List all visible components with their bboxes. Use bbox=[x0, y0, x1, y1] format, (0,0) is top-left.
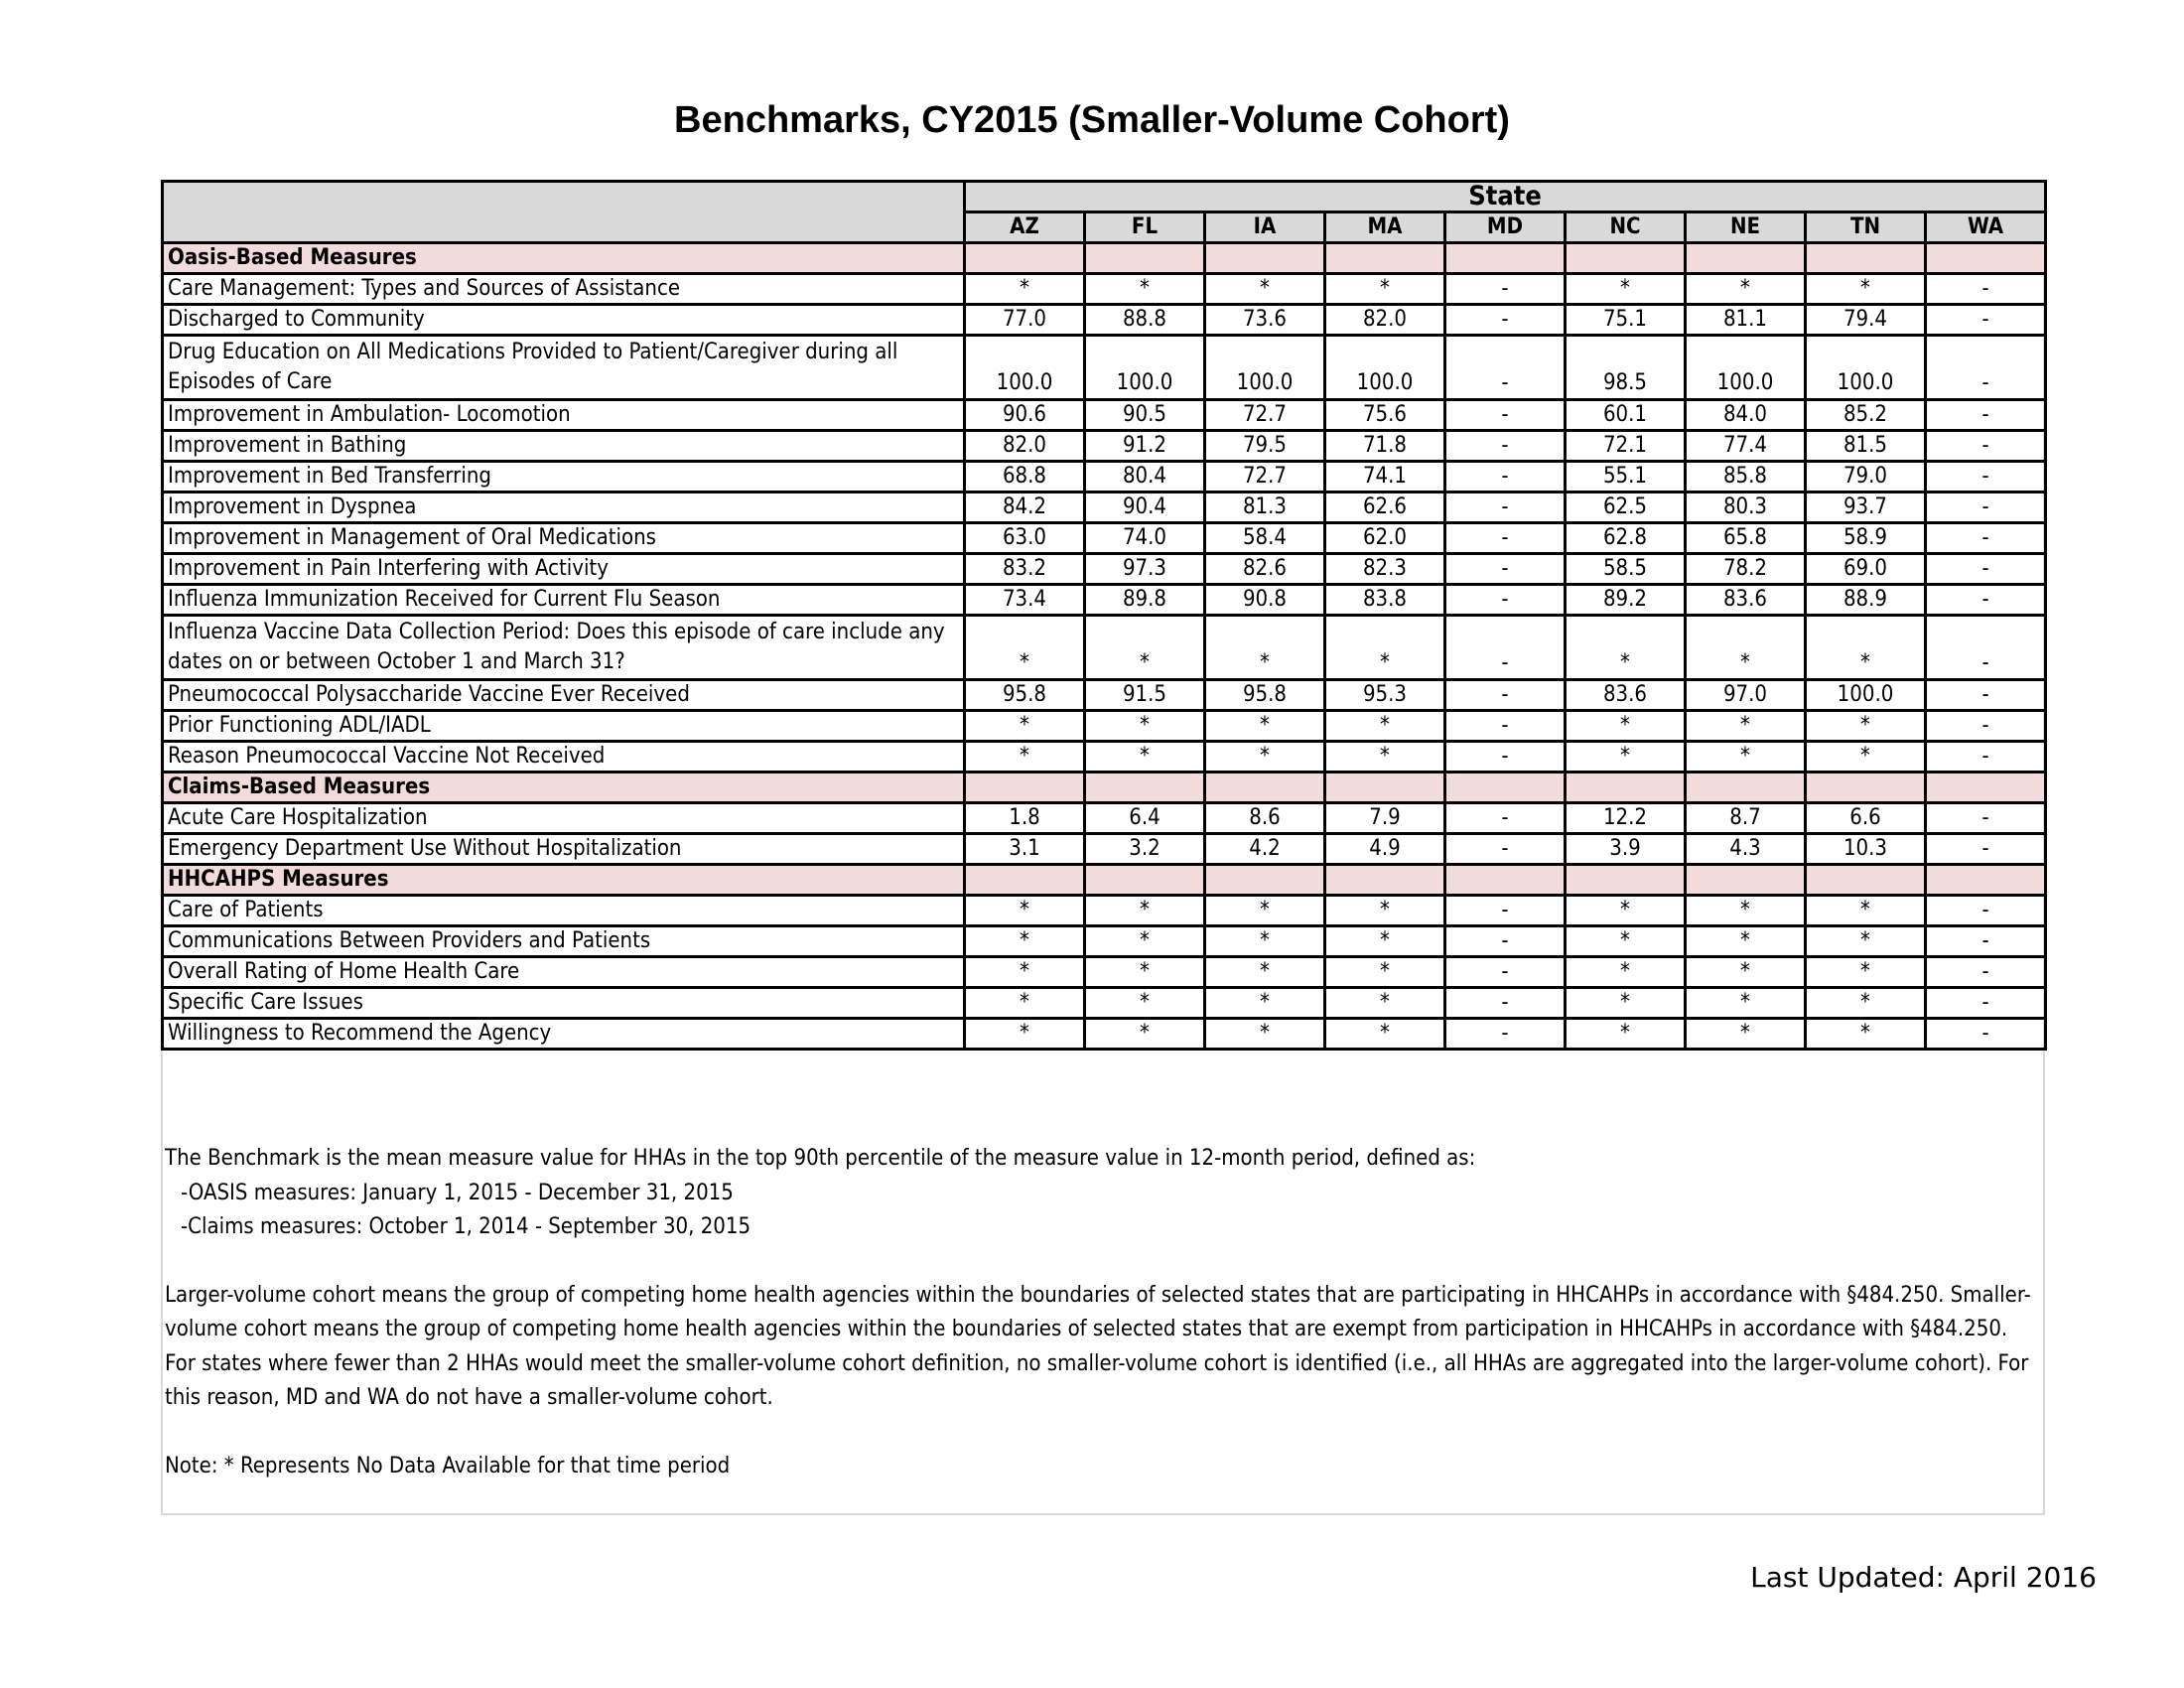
value-cell-ne: 81.1 bbox=[1686, 305, 1806, 336]
section-empty-cell bbox=[1325, 865, 1445, 896]
state-header-ne: NE bbox=[1686, 212, 1806, 243]
value-cell-ma: 71.8 bbox=[1325, 431, 1445, 462]
value-cell-wa: - bbox=[1926, 803, 2046, 834]
value-cell-wa: - bbox=[1926, 305, 2046, 336]
value-cell-ne: * bbox=[1686, 742, 1806, 773]
value-cell-ma: * bbox=[1325, 1019, 1445, 1050]
state-header-ma: MA bbox=[1325, 212, 1445, 243]
value-cell-ia: * bbox=[1205, 926, 1325, 957]
value-cell-ma: 83.8 bbox=[1325, 585, 1445, 616]
claims-period: -Claims measures: October 1, 2014 - September 30, 2015 bbox=[181, 1214, 751, 1239]
value-cell-md: - bbox=[1445, 554, 1566, 585]
value-cell-ma: 7.9 bbox=[1325, 803, 1445, 834]
value-cell-wa: - bbox=[1926, 988, 2046, 1019]
value-cell-az: * bbox=[965, 988, 1085, 1019]
value-cell-fl: 90.4 bbox=[1085, 492, 1205, 523]
table-row bbox=[163, 616, 2046, 680]
value-cell-tn: 58.9 bbox=[1806, 523, 1926, 554]
value-cell-md: - bbox=[1445, 616, 1566, 680]
value-cell-ne: * bbox=[1686, 896, 1806, 926]
value-cell-ne: 78.2 bbox=[1686, 554, 1806, 585]
value-cell-tn: * bbox=[1806, 926, 1926, 957]
table-row bbox=[163, 585, 2046, 616]
value-cell-md: - bbox=[1445, 585, 1566, 616]
value-cell-tn: * bbox=[1806, 742, 1926, 773]
value-cell-ia: 82.6 bbox=[1205, 554, 1325, 585]
value-cell-wa: - bbox=[1926, 926, 2046, 957]
value-cell-md: - bbox=[1445, 305, 1566, 336]
value-cell-nc: 62.8 bbox=[1566, 523, 1686, 554]
value-cell-ma: 75.6 bbox=[1325, 400, 1445, 431]
value-cell-nc: * bbox=[1566, 1019, 1686, 1050]
value-cell-ia: * bbox=[1205, 274, 1325, 305]
value-cell-fl: * bbox=[1085, 274, 1205, 305]
table-row bbox=[163, 492, 2046, 523]
table-row bbox=[163, 834, 2046, 865]
value-cell-az: 90.6 bbox=[965, 400, 1085, 431]
value-cell-ne: * bbox=[1686, 1019, 1806, 1050]
section-empty-cell bbox=[1445, 243, 1566, 274]
value-cell-ia: 81.3 bbox=[1205, 492, 1325, 523]
value-cell-az: 84.2 bbox=[965, 492, 1085, 523]
value-cell-md: - bbox=[1445, 523, 1566, 554]
value-cell-md: - bbox=[1445, 988, 1566, 1019]
section-empty-cell bbox=[1085, 773, 1205, 803]
value-cell-ma: 4.9 bbox=[1325, 834, 1445, 865]
value-cell-ma: * bbox=[1325, 957, 1445, 988]
value-cell-fl: 100.0 bbox=[1085, 336, 1205, 400]
value-cell-ne: 77.4 bbox=[1686, 431, 1806, 462]
value-cell-ne: 65.8 bbox=[1686, 523, 1806, 554]
measure-name: Influenza Immunization Received for Current Flu Season bbox=[163, 585, 965, 616]
value-cell-ma: * bbox=[1325, 616, 1445, 680]
section-empty-cell bbox=[1566, 773, 1686, 803]
value-cell-md: - bbox=[1445, 742, 1566, 773]
value-cell-az: * bbox=[965, 896, 1085, 926]
table-row bbox=[163, 803, 2046, 834]
value-cell-az: * bbox=[965, 957, 1085, 988]
value-cell-az: 95.8 bbox=[965, 680, 1085, 711]
value-cell-az: 77.0 bbox=[965, 305, 1085, 336]
value-cell-tn: * bbox=[1806, 988, 1926, 1019]
value-cell-tn: * bbox=[1806, 896, 1926, 926]
value-cell-wa: - bbox=[1926, 274, 2046, 305]
value-cell-ia: 90.8 bbox=[1205, 585, 1325, 616]
measure-name: Drug Education on All Medications Provided to Patient/Caregiver during all Episodes of Care bbox=[163, 336, 965, 400]
value-cell-az: 82.0 bbox=[965, 431, 1085, 462]
table-row bbox=[163, 274, 2046, 305]
measure-name: Care Management: Types and Sources of Assistance bbox=[163, 274, 965, 305]
value-cell-nc: * bbox=[1566, 711, 1686, 742]
value-cell-nc: 98.5 bbox=[1566, 336, 1686, 400]
value-cell-ne: 85.8 bbox=[1686, 462, 1806, 492]
value-cell-wa: - bbox=[1926, 834, 2046, 865]
section-empty-cell bbox=[1325, 243, 1445, 274]
value-cell-ma: * bbox=[1325, 711, 1445, 742]
measure-name: Improvement in Management of Oral Medications bbox=[163, 523, 965, 554]
value-cell-az: * bbox=[965, 1019, 1085, 1050]
state-header-fl: FL bbox=[1085, 212, 1205, 243]
state-header-nc: NC bbox=[1566, 212, 1686, 243]
value-cell-fl: 91.2 bbox=[1085, 431, 1205, 462]
value-cell-ia: 79.5 bbox=[1205, 431, 1325, 462]
value-cell-ia: * bbox=[1205, 742, 1325, 773]
value-cell-nc: * bbox=[1566, 274, 1686, 305]
table-row bbox=[163, 711, 2046, 742]
measure-name: Improvement in Bed Transferring bbox=[163, 462, 965, 492]
value-cell-tn: 93.7 bbox=[1806, 492, 1926, 523]
value-cell-az: * bbox=[965, 274, 1085, 305]
measure-name: Emergency Department Use Without Hospitalization bbox=[163, 834, 965, 865]
value-cell-ne: 97.0 bbox=[1686, 680, 1806, 711]
measure-name: Improvement in Bathing bbox=[163, 431, 965, 462]
value-cell-tn: * bbox=[1806, 616, 1926, 680]
section-empty-cell bbox=[1085, 865, 1205, 896]
value-cell-az: 1.8 bbox=[965, 803, 1085, 834]
measure-name: Reason Pneumococcal Vaccine Not Received bbox=[163, 742, 965, 773]
value-cell-tn: 100.0 bbox=[1806, 336, 1926, 400]
value-cell-tn: 100.0 bbox=[1806, 680, 1926, 711]
value-cell-fl: * bbox=[1085, 988, 1205, 1019]
measure-name: Acute Care Hospitalization bbox=[163, 803, 965, 834]
value-cell-nc: 3.9 bbox=[1566, 834, 1686, 865]
value-cell-fl: * bbox=[1085, 896, 1205, 926]
value-cell-az: 68.8 bbox=[965, 462, 1085, 492]
measure-name: Communications Between Providers and Patients bbox=[163, 926, 965, 957]
value-cell-tn: * bbox=[1806, 274, 1926, 305]
value-cell-az: 3.1 bbox=[965, 834, 1085, 865]
value-cell-tn: 81.5 bbox=[1806, 431, 1926, 462]
section-empty-cell bbox=[1926, 865, 2046, 896]
value-cell-md: - bbox=[1445, 336, 1566, 400]
section-empty-cell bbox=[1926, 243, 2046, 274]
value-cell-ia: * bbox=[1205, 1019, 1325, 1050]
value-cell-nc: * bbox=[1566, 926, 1686, 957]
state-header-tn: TN bbox=[1806, 212, 1926, 243]
state-header-ia: IA bbox=[1205, 212, 1325, 243]
value-cell-md: - bbox=[1445, 711, 1566, 742]
measure-name: Specific Care Issues bbox=[163, 988, 965, 1019]
benchmarks-table bbox=[161, 180, 2047, 1051]
value-cell-fl: * bbox=[1085, 957, 1205, 988]
section-empty-cell bbox=[1445, 865, 1566, 896]
measure-name: Improvement in Pain Interfering with Activity bbox=[163, 554, 965, 585]
value-cell-fl: 3.2 bbox=[1085, 834, 1205, 865]
section-empty-cell bbox=[1806, 865, 1926, 896]
section-empty-cell bbox=[1085, 243, 1205, 274]
value-cell-ia: * bbox=[1205, 957, 1325, 988]
value-cell-ma: 95.3 bbox=[1325, 680, 1445, 711]
value-cell-wa: - bbox=[1926, 554, 2046, 585]
value-cell-ia: 8.6 bbox=[1205, 803, 1325, 834]
measure-name: Influenza Vaccine Data Collection Period: Does this episode of care include any dates on or between October 1 and March 31? bbox=[163, 616, 965, 680]
value-cell-tn: 88.9 bbox=[1806, 585, 1926, 616]
value-cell-nc: 89.2 bbox=[1566, 585, 1686, 616]
value-cell-az: 100.0 bbox=[965, 336, 1085, 400]
table-row bbox=[163, 554, 2046, 585]
value-cell-wa: - bbox=[1926, 400, 2046, 431]
value-cell-ia: * bbox=[1205, 988, 1325, 1019]
value-cell-tn: * bbox=[1806, 957, 1926, 988]
value-cell-ne: 8.7 bbox=[1686, 803, 1806, 834]
value-cell-fl: * bbox=[1085, 1019, 1205, 1050]
value-cell-ma: * bbox=[1325, 926, 1445, 957]
value-cell-md: - bbox=[1445, 1019, 1566, 1050]
value-cell-wa: - bbox=[1926, 896, 2046, 926]
value-cell-fl: 97.3 bbox=[1085, 554, 1205, 585]
value-cell-ia: 95.8 bbox=[1205, 680, 1325, 711]
value-cell-fl: * bbox=[1085, 711, 1205, 742]
measure-name: Prior Functioning ADL/IADL bbox=[163, 711, 965, 742]
value-cell-nc: 60.1 bbox=[1566, 400, 1686, 431]
footer-notes bbox=[165, 1142, 2031, 1483]
value-cell-wa: - bbox=[1926, 957, 2046, 988]
value-cell-nc: 83.6 bbox=[1566, 680, 1686, 711]
value-cell-ia: 72.7 bbox=[1205, 462, 1325, 492]
value-cell-nc: 72.1 bbox=[1566, 431, 1686, 462]
no-data-note: Note: * Represents No Data Available for that time period bbox=[165, 1453, 731, 1478]
value-cell-wa: - bbox=[1926, 616, 2046, 680]
value-cell-ne: * bbox=[1686, 988, 1806, 1019]
value-cell-ne: * bbox=[1686, 616, 1806, 680]
value-cell-wa: - bbox=[1926, 336, 2046, 400]
value-cell-fl: * bbox=[1085, 616, 1205, 680]
table-row bbox=[163, 336, 2046, 400]
benchmark-definition: The Benchmark is the mean measure value for HHAs in the top 90th percentile of the measure value in 12-month period, defined as: bbox=[165, 1146, 1476, 1171]
value-cell-ne: 84.0 bbox=[1686, 400, 1806, 431]
value-cell-ia: * bbox=[1205, 711, 1325, 742]
section-empty-cell bbox=[1686, 865, 1806, 896]
section-title: Oasis-Based Measures bbox=[163, 243, 965, 274]
value-cell-md: - bbox=[1445, 462, 1566, 492]
value-cell-nc: * bbox=[1566, 616, 1686, 680]
section-header-row bbox=[163, 865, 2046, 896]
table-row bbox=[163, 988, 2046, 1019]
value-cell-nc: 75.1 bbox=[1566, 305, 1686, 336]
section-header-row bbox=[163, 773, 2046, 803]
state-header-az: AZ bbox=[965, 212, 1085, 243]
value-cell-ma: * bbox=[1325, 274, 1445, 305]
table-row bbox=[163, 680, 2046, 711]
table-row bbox=[163, 926, 2046, 957]
value-cell-tn: 79.4 bbox=[1806, 305, 1926, 336]
value-cell-ne: 100.0 bbox=[1686, 336, 1806, 400]
value-cell-ne: * bbox=[1686, 274, 1806, 305]
value-cell-az: 83.2 bbox=[965, 554, 1085, 585]
value-cell-ne: 80.3 bbox=[1686, 492, 1806, 523]
last-updated: Last Updated: April 2016 bbox=[1750, 1561, 2097, 1594]
value-cell-ne: 4.3 bbox=[1686, 834, 1806, 865]
value-cell-md: - bbox=[1445, 896, 1566, 926]
value-cell-ia: * bbox=[1205, 616, 1325, 680]
value-cell-nc: 58.5 bbox=[1566, 554, 1686, 585]
value-cell-tn: * bbox=[1806, 711, 1926, 742]
measure-name: Pneumococcal Polysaccharide Vaccine Ever Received bbox=[163, 680, 965, 711]
value-cell-ia: 58.4 bbox=[1205, 523, 1325, 554]
table-row bbox=[163, 896, 2046, 926]
value-cell-ma: 74.1 bbox=[1325, 462, 1445, 492]
section-empty-cell bbox=[965, 243, 1085, 274]
value-cell-ne: * bbox=[1686, 926, 1806, 957]
value-cell-ia: * bbox=[1205, 896, 1325, 926]
value-cell-md: - bbox=[1445, 834, 1566, 865]
value-cell-ia: 73.6 bbox=[1205, 305, 1325, 336]
value-cell-md: - bbox=[1445, 680, 1566, 711]
section-empty-cell bbox=[1445, 773, 1566, 803]
value-cell-fl: 88.8 bbox=[1085, 305, 1205, 336]
value-cell-ia: 72.7 bbox=[1205, 400, 1325, 431]
value-cell-md: - bbox=[1445, 926, 1566, 957]
section-empty-cell bbox=[1806, 243, 1926, 274]
section-title: Claims-Based Measures bbox=[163, 773, 965, 803]
section-empty-cell bbox=[1686, 773, 1806, 803]
value-cell-nc: * bbox=[1566, 957, 1686, 988]
section-empty-cell bbox=[1205, 865, 1325, 896]
section-empty-cell bbox=[1806, 773, 1926, 803]
value-cell-ma: 100.0 bbox=[1325, 336, 1445, 400]
table-row bbox=[163, 305, 2046, 336]
value-cell-tn: 6.6 bbox=[1806, 803, 1926, 834]
section-title: HHCAHPS Measures bbox=[163, 865, 965, 896]
value-cell-fl: 91.5 bbox=[1085, 680, 1205, 711]
measure-name: Care of Patients bbox=[163, 896, 965, 926]
value-cell-az: * bbox=[965, 926, 1085, 957]
value-cell-tn: 69.0 bbox=[1806, 554, 1926, 585]
value-cell-wa: - bbox=[1926, 492, 2046, 523]
table-row bbox=[163, 957, 2046, 988]
value-cell-md: - bbox=[1445, 803, 1566, 834]
value-cell-az: * bbox=[965, 742, 1085, 773]
section-empty-cell bbox=[1926, 773, 2046, 803]
section-empty-cell bbox=[1325, 773, 1445, 803]
value-cell-ne: * bbox=[1686, 711, 1806, 742]
section-empty-cell bbox=[1566, 243, 1686, 274]
state-group-header: State bbox=[965, 182, 2046, 212]
section-empty-cell bbox=[965, 773, 1085, 803]
table-row bbox=[163, 1019, 2046, 1050]
value-cell-az: * bbox=[965, 711, 1085, 742]
value-cell-nc: * bbox=[1566, 896, 1686, 926]
table-row bbox=[163, 742, 2046, 773]
value-cell-ma: 62.0 bbox=[1325, 523, 1445, 554]
measure-name: Overall Rating of Home Health Care bbox=[163, 957, 965, 988]
value-cell-fl: * bbox=[1085, 742, 1205, 773]
measure-name: Improvement in Dyspnea bbox=[163, 492, 965, 523]
value-cell-ma: 82.0 bbox=[1325, 305, 1445, 336]
value-cell-md: - bbox=[1445, 492, 1566, 523]
value-cell-md: - bbox=[1445, 274, 1566, 305]
measure-name: Improvement in Ambulation- Locomotion bbox=[163, 400, 965, 431]
value-cell-tn: * bbox=[1806, 1019, 1926, 1050]
value-cell-fl: 6.4 bbox=[1085, 803, 1205, 834]
oasis-period: -OASIS measures: January 1, 2015 - December 31, 2015 bbox=[181, 1180, 734, 1205]
value-cell-tn: 79.0 bbox=[1806, 462, 1926, 492]
value-cell-wa: - bbox=[1926, 742, 2046, 773]
value-cell-ne: * bbox=[1686, 957, 1806, 988]
value-cell-md: - bbox=[1445, 431, 1566, 462]
value-cell-ne: 83.6 bbox=[1686, 585, 1806, 616]
value-cell-md: - bbox=[1445, 400, 1566, 431]
section-empty-cell bbox=[1205, 243, 1325, 274]
value-cell-fl: 90.5 bbox=[1085, 400, 1205, 431]
value-cell-nc: 62.5 bbox=[1566, 492, 1686, 523]
value-cell-nc: 12.2 bbox=[1566, 803, 1686, 834]
value-cell-fl: * bbox=[1085, 926, 1205, 957]
value-cell-md: - bbox=[1445, 957, 1566, 988]
section-header-row bbox=[163, 243, 2046, 274]
section-empty-cell bbox=[1686, 243, 1806, 274]
corner-header bbox=[163, 182, 965, 243]
table-row bbox=[163, 400, 2046, 431]
value-cell-wa: - bbox=[1926, 1019, 2046, 1050]
value-cell-fl: 80.4 bbox=[1085, 462, 1205, 492]
value-cell-wa: - bbox=[1926, 711, 2046, 742]
section-empty-cell bbox=[1205, 773, 1325, 803]
table-row bbox=[163, 462, 2046, 492]
value-cell-wa: - bbox=[1926, 680, 2046, 711]
value-cell-fl: 74.0 bbox=[1085, 523, 1205, 554]
value-cell-nc: * bbox=[1566, 742, 1686, 773]
value-cell-ma: 82.3 bbox=[1325, 554, 1445, 585]
value-cell-tn: 10.3 bbox=[1806, 834, 1926, 865]
value-cell-az: 63.0 bbox=[965, 523, 1085, 554]
measure-name: Willingness to Recommend the Agency bbox=[163, 1019, 965, 1050]
value-cell-az: * bbox=[965, 616, 1085, 680]
section-empty-cell bbox=[965, 865, 1085, 896]
value-cell-az: 73.4 bbox=[965, 585, 1085, 616]
value-cell-ma: 62.6 bbox=[1325, 492, 1445, 523]
cohort-definition: Larger-volume cohort means the group of competing home health agencies within the boundaries of selected states that are participating in HHCAHPs in accordance with §484.250. Smaller-volume cohort means the group of competing home health agencies within the boundaries of selected states that are exempt from participation in HHCAHPs in accordance with §484.250. For states where fewer than 2 HHAs would meet the smaller-volume cohort definition, no smaller-volume cohort is identified (i.e., all HHAs are aggregated into the larger-volume cohort). For this reason, MD and WA do not have a smaller-volume cohort. bbox=[165, 1282, 2031, 1410]
value-cell-ma: * bbox=[1325, 896, 1445, 926]
value-cell-fl: 89.8 bbox=[1085, 585, 1205, 616]
table-row bbox=[163, 523, 2046, 554]
table-row bbox=[163, 431, 2046, 462]
value-cell-ma: * bbox=[1325, 988, 1445, 1019]
value-cell-ia: 4.2 bbox=[1205, 834, 1325, 865]
value-cell-wa: - bbox=[1926, 523, 2046, 554]
page-title: Benchmarks, CY2015 (Smaller-Volume Cohort) bbox=[674, 99, 1510, 141]
value-cell-ma: * bbox=[1325, 742, 1445, 773]
value-cell-wa: - bbox=[1926, 431, 2046, 462]
section-empty-cell bbox=[1566, 865, 1686, 896]
value-cell-nc: 55.1 bbox=[1566, 462, 1686, 492]
value-cell-tn: 85.2 bbox=[1806, 400, 1926, 431]
value-cell-wa: - bbox=[1926, 462, 2046, 492]
state-header-md: MD bbox=[1445, 212, 1566, 243]
value-cell-nc: * bbox=[1566, 988, 1686, 1019]
measure-name: Discharged to Community bbox=[163, 305, 965, 336]
value-cell-wa: - bbox=[1926, 585, 2046, 616]
state-header-wa: WA bbox=[1926, 212, 2046, 243]
value-cell-ia: 100.0 bbox=[1205, 336, 1325, 400]
